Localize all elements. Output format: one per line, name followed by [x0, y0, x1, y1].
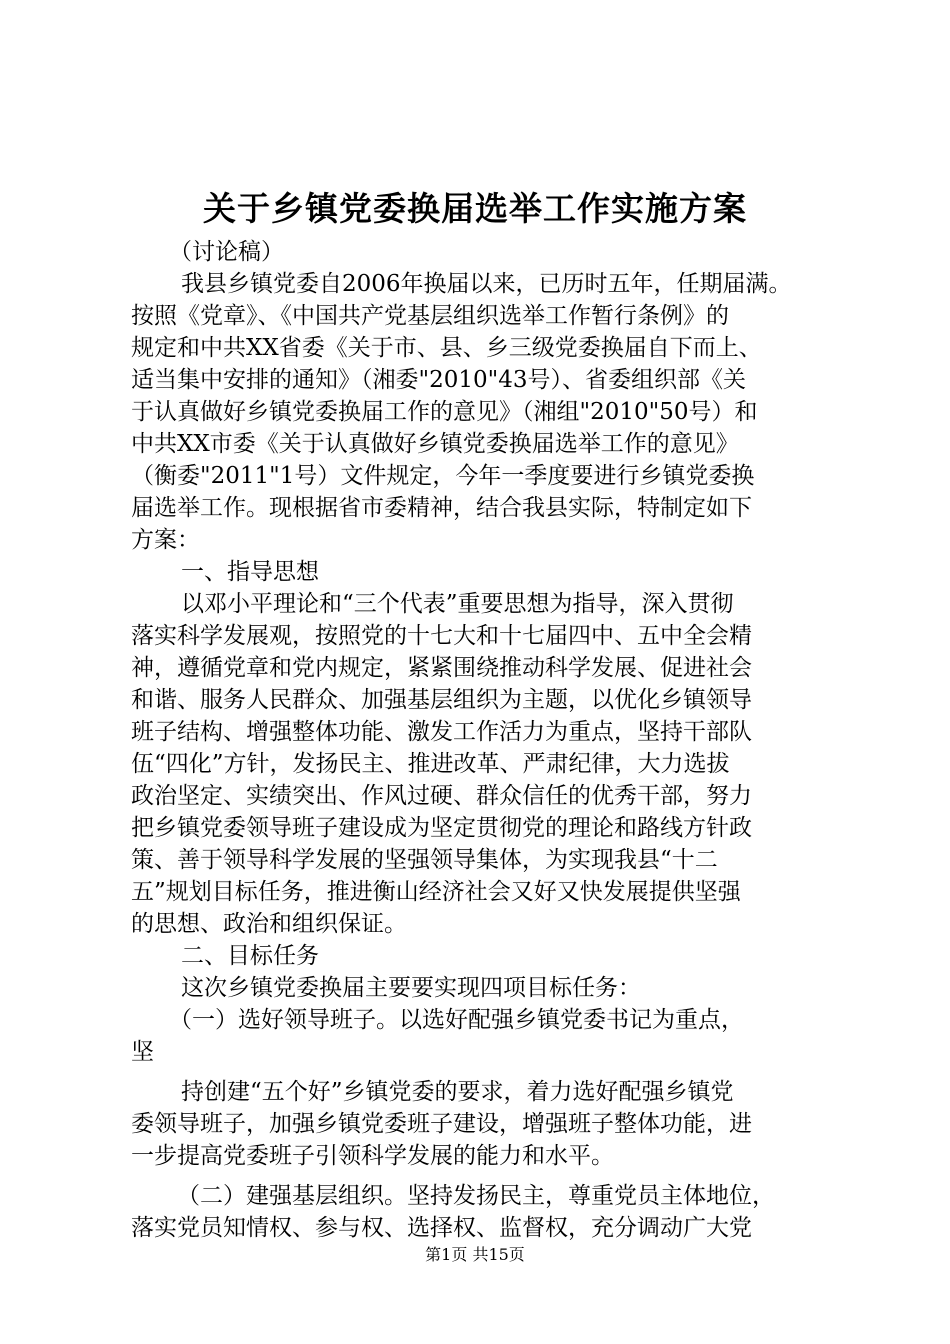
paragraph-line: 我县乡镇党委自2006年换届以来，已历时五年，任期届满。	[181, 271, 792, 297]
paragraph-line: 神，遵循党章和党内规定，紧紧围绕推动科学发展、促进社会	[131, 655, 752, 681]
page-footer: 第1页 共15页	[425, 1245, 525, 1264]
paragraph-line: 伍“四化”方针，发扬民主、推进改革、严肃纪律，大力选拔	[131, 751, 730, 777]
section-heading: 一、指导思想	[181, 559, 319, 585]
paragraph-line: 中共XX市委《关于认真做好乡镇党委换届选举工作的意见》	[131, 431, 739, 457]
paragraph-line: 持创建“五个好”乡镇党委的要求，着力选好配强乡镇党	[181, 1079, 734, 1105]
paragraph-line: 策、善于领导科学发展的坚强领导集体，为实现我县“十二	[131, 847, 718, 873]
paragraph-line: 委领导班子，加强乡镇党委班子建设，增强班子整体功能，进	[131, 1111, 752, 1137]
paragraph-line: 方案：	[131, 527, 200, 553]
paragraph-line: 和谐、服务人民群众、加强基层组织为主题，以优化乡镇领导	[131, 687, 752, 713]
paragraph-line: 政治坚定、实绩突出、作风过硬、群众信任的优秀干部，努力	[131, 783, 752, 809]
paragraph-line: 把乡镇党委领导班子建设成为坚定贯彻党的理论和路线方针政	[131, 815, 752, 841]
paragraph-line: 一步提高党委班子引领科学发展的能力和水平。	[131, 1143, 614, 1169]
document-body	[131, 236, 831, 1244]
paragraph-line: （二）建强基层组织。坚持发扬民主，尊重党员主体地位，	[177, 1183, 775, 1209]
paragraph-line: 规定和中共XX省委《关于市、县、乡三级党委换届自下而上、	[131, 335, 762, 361]
paragraph-line: 班子结构、增强整体功能、激发工作活力为重点，坚持干部队	[131, 719, 752, 745]
paragraph-line: 于认真做好乡镇党委换届工作的意见》（湘组"2010"50号）和	[131, 399, 758, 425]
paragraph-line: 坚	[131, 1039, 154, 1065]
document-title: 关于乡镇党委换届选举工作实施方案	[203, 189, 747, 228]
paragraph-line: 这次乡镇党委换届主要要实现四项目标任务：	[181, 975, 641, 1001]
paragraph-line: 以邓小平理论和“三个代表”重要思想为指导，深入贯彻	[181, 591, 734, 617]
paragraph-line: 届选举工作。现根据省市委精神，结合我县实际，特制定如下	[131, 495, 752, 521]
paragraph-line: 适当集中安排的通知》（湘委"2010"43号）、省委组织部《关	[131, 367, 746, 393]
paragraph-line: 的思想、政治和组织保证。	[131, 911, 407, 937]
draft-note: （讨论稿）	[169, 239, 284, 265]
paragraph-line: 落实科学发展观，按照党的十七大和十七届四中、五中全会精	[131, 623, 752, 649]
paragraph-line: 按照《党章》、《中国共产党基层组织选举工作暂行条例》的	[131, 303, 729, 329]
paragraph-line: 五”规划目标任务，推进衡山经济社会又好又快发展提供坚强	[131, 879, 741, 905]
section-heading: 二、目标任务	[181, 943, 319, 969]
paragraph-line: 落实党员知情权、参与权、选择权、监督权，充分调动广大党	[131, 1215, 752, 1241]
paragraph-line: （衡委"2011"1号）文件规定，今年一季度要进行乡镇党委换	[131, 463, 755, 489]
paragraph-line: （一）选好领导班子。以选好配强乡镇党委书记为重点，	[169, 1007, 744, 1033]
